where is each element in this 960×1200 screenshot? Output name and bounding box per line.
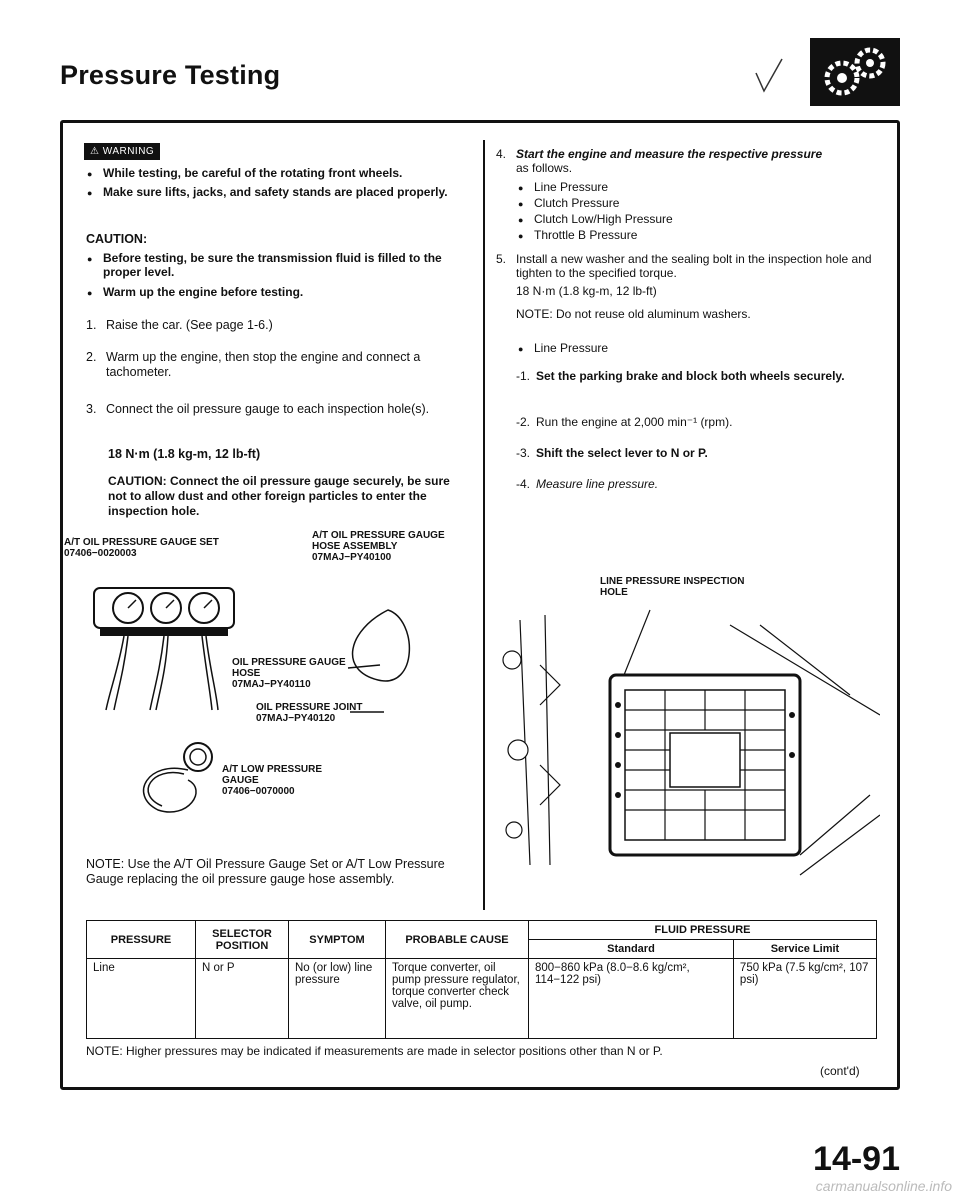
step-1-num: 1. xyxy=(86,318,97,332)
caution-item-2: ● Warm up the engine before testing. xyxy=(103,285,463,299)
step-5-text: Install a new washer and the sealing bolt in the inspection hole and tighten to the specified torque. xyxy=(516,252,872,280)
header-cause: PROBABLE CAUSE xyxy=(386,921,529,959)
sub-step-4 xyxy=(516,477,659,491)
gear-icon xyxy=(810,38,900,106)
step-5-num: 5. xyxy=(496,252,507,266)
gauge-set-label xyxy=(64,537,304,559)
step-2 xyxy=(86,350,466,380)
cell-pressure: Line xyxy=(87,959,196,1039)
header-selector: SELECTOR POSITION xyxy=(196,921,289,959)
sub-step-3 xyxy=(516,446,708,460)
sub-step-2-text: Run the engine at 2,000 min⁻¹ (rpm). xyxy=(536,415,733,429)
inspection-hole-label: LINE PRESSURE INSPECTION HOLE xyxy=(600,576,745,598)
line-pressure-heading: ● Line Pressure xyxy=(534,341,608,355)
gauge-set-number: 07406−0020003 xyxy=(64,548,137,559)
step-2-num: 2. xyxy=(86,350,97,364)
check-mark xyxy=(750,55,790,95)
header-symptom: SYMPTOM xyxy=(289,921,386,959)
joint-label xyxy=(256,702,376,724)
low-gauge-name: A/T LOW PRESSURE GAUGE xyxy=(222,764,323,786)
warning-label: WARNING xyxy=(102,146,155,157)
joint-name: OIL PRESSURE JOINT xyxy=(256,702,363,713)
low-gauge-number: 07406−0070000 xyxy=(222,786,295,797)
note-washers: NOTE: Do not reuse old aluminum washers. xyxy=(516,307,751,321)
step-2-text: Warm up the engine, then stop the engine and connect a tachometer. xyxy=(106,350,421,379)
step-3 xyxy=(86,402,466,417)
torque-spec-2: 18 N·m (1.8 kg-m, 12 lb-ft) xyxy=(516,284,657,298)
sub-step-2 xyxy=(516,415,733,429)
watermark: carmanualsonline.info xyxy=(815,1178,952,1194)
hose-number: 07MAJ−PY40110 xyxy=(232,679,311,690)
pressure-item-4: ● Throttle B Pressure xyxy=(534,228,637,242)
header-fluid-pressure: FLUID PRESSURE xyxy=(529,921,877,940)
warning-item-1: ● While testing, be careful of the rotating front wheels. xyxy=(103,166,473,180)
caution-2: CAUTION: Connect the oil pressure gauge securely, be sure not to allow dust and other foreign particles to enter the inspection hole. xyxy=(108,474,450,518)
sub-step-3-text: Shift the select lever to N or P. xyxy=(536,446,708,460)
step-5 xyxy=(496,252,881,280)
hose-label xyxy=(232,657,362,690)
caution-heading: CAUTION: xyxy=(86,232,148,246)
step-4 xyxy=(496,147,881,175)
gauge-set-name: A/T OIL PRESSURE GAUGE SET xyxy=(64,537,219,548)
caution-item-1: ● Before testing, be sure the transmission fluid is filled to the proper level. xyxy=(103,251,463,279)
pressure-item-3: ● Clutch Low/High Pressure xyxy=(534,212,673,226)
sub-step-1-text: Set the parking brake and block both wheels securely. xyxy=(536,369,845,383)
page-number: 14-91 xyxy=(813,1140,900,1178)
step-1 xyxy=(86,318,466,333)
page-title: Pressure Testing xyxy=(60,60,281,90)
sub-step-4-num: -4. xyxy=(516,477,531,491)
step-3-text: Connect the oil pressure gauge to each inspection hole(s). xyxy=(106,402,430,416)
column-divider xyxy=(483,140,485,910)
step-4-text: Start the engine and measure the respective pressure xyxy=(516,147,823,161)
pressure-item-2: ● Clutch Pressure xyxy=(534,196,619,210)
hose-assembly-name: A/T OIL PRESSURE GAUGE HOSE ASSEMBLY xyxy=(312,530,445,552)
cell-service-limit: 750 kPa (7.5 kg/cm², 107 psi) xyxy=(733,959,876,1039)
sub-step-3-num: -3. xyxy=(516,446,531,460)
pressure-item-1: ● Line Pressure xyxy=(534,180,608,194)
continued-label: (cont'd) xyxy=(820,1064,860,1078)
step-4-cont: as follows. xyxy=(516,161,573,175)
cell-cause: Torque converter, oil pump pressure regulator, torque converter check valve, oil pump. xyxy=(386,959,529,1039)
sub-step-1-num: -1. xyxy=(516,369,531,383)
warning-badge: ⚠ WARNING xyxy=(84,143,160,160)
header-standard: Standard xyxy=(529,940,734,959)
step-1-text: Raise the car. (See page 1-6.) xyxy=(106,318,273,332)
sub-step-1 xyxy=(516,369,881,383)
hose-assembly-label xyxy=(312,530,462,563)
note-bottom: NOTE: Higher pressures may be indicated if measurements are made in selector positions other than N or P. xyxy=(86,1044,663,1058)
note-left: NOTE: Use the A/T Oil Pressure Gauge Set or A/T Low Pressure Gauge replacing the oil pressure gauge hose assembly. xyxy=(86,857,445,886)
hose-assembly-number: 07MAJ−PY40100 xyxy=(312,552,392,563)
header-service-limit: Service Limit xyxy=(733,940,876,959)
low-gauge-label xyxy=(222,764,322,797)
joint-number: 07MAJ−PY40120 xyxy=(256,713,336,724)
table-row xyxy=(87,959,877,1039)
transmission-illustration xyxy=(500,605,880,885)
sub-step-4-text: Measure line pressure. xyxy=(536,477,659,491)
torque-spec-1: 18 N·m (1.8 kg-m, 12 lb-ft) xyxy=(108,447,261,461)
step-4-num: 4. xyxy=(496,147,507,161)
header-pressure: PRESSURE xyxy=(87,921,196,959)
cell-standard: 800−860 kPa (8.0−8.6 kg/cm², 114−122 psi) xyxy=(529,959,734,1039)
warning-item-2: ● Make sure lifts, jacks, and safety stands are placed properly. xyxy=(103,185,463,199)
cell-selector: N or P xyxy=(196,959,289,1039)
fluid-pressure-table xyxy=(86,920,877,1039)
cell-symptom: No (or low) line pressure xyxy=(289,959,386,1039)
sub-step-2-num: -2. xyxy=(516,415,531,429)
step-3-num: 3. xyxy=(86,402,97,416)
hose-name: OIL PRESSURE GAUGE HOSE xyxy=(232,657,346,679)
